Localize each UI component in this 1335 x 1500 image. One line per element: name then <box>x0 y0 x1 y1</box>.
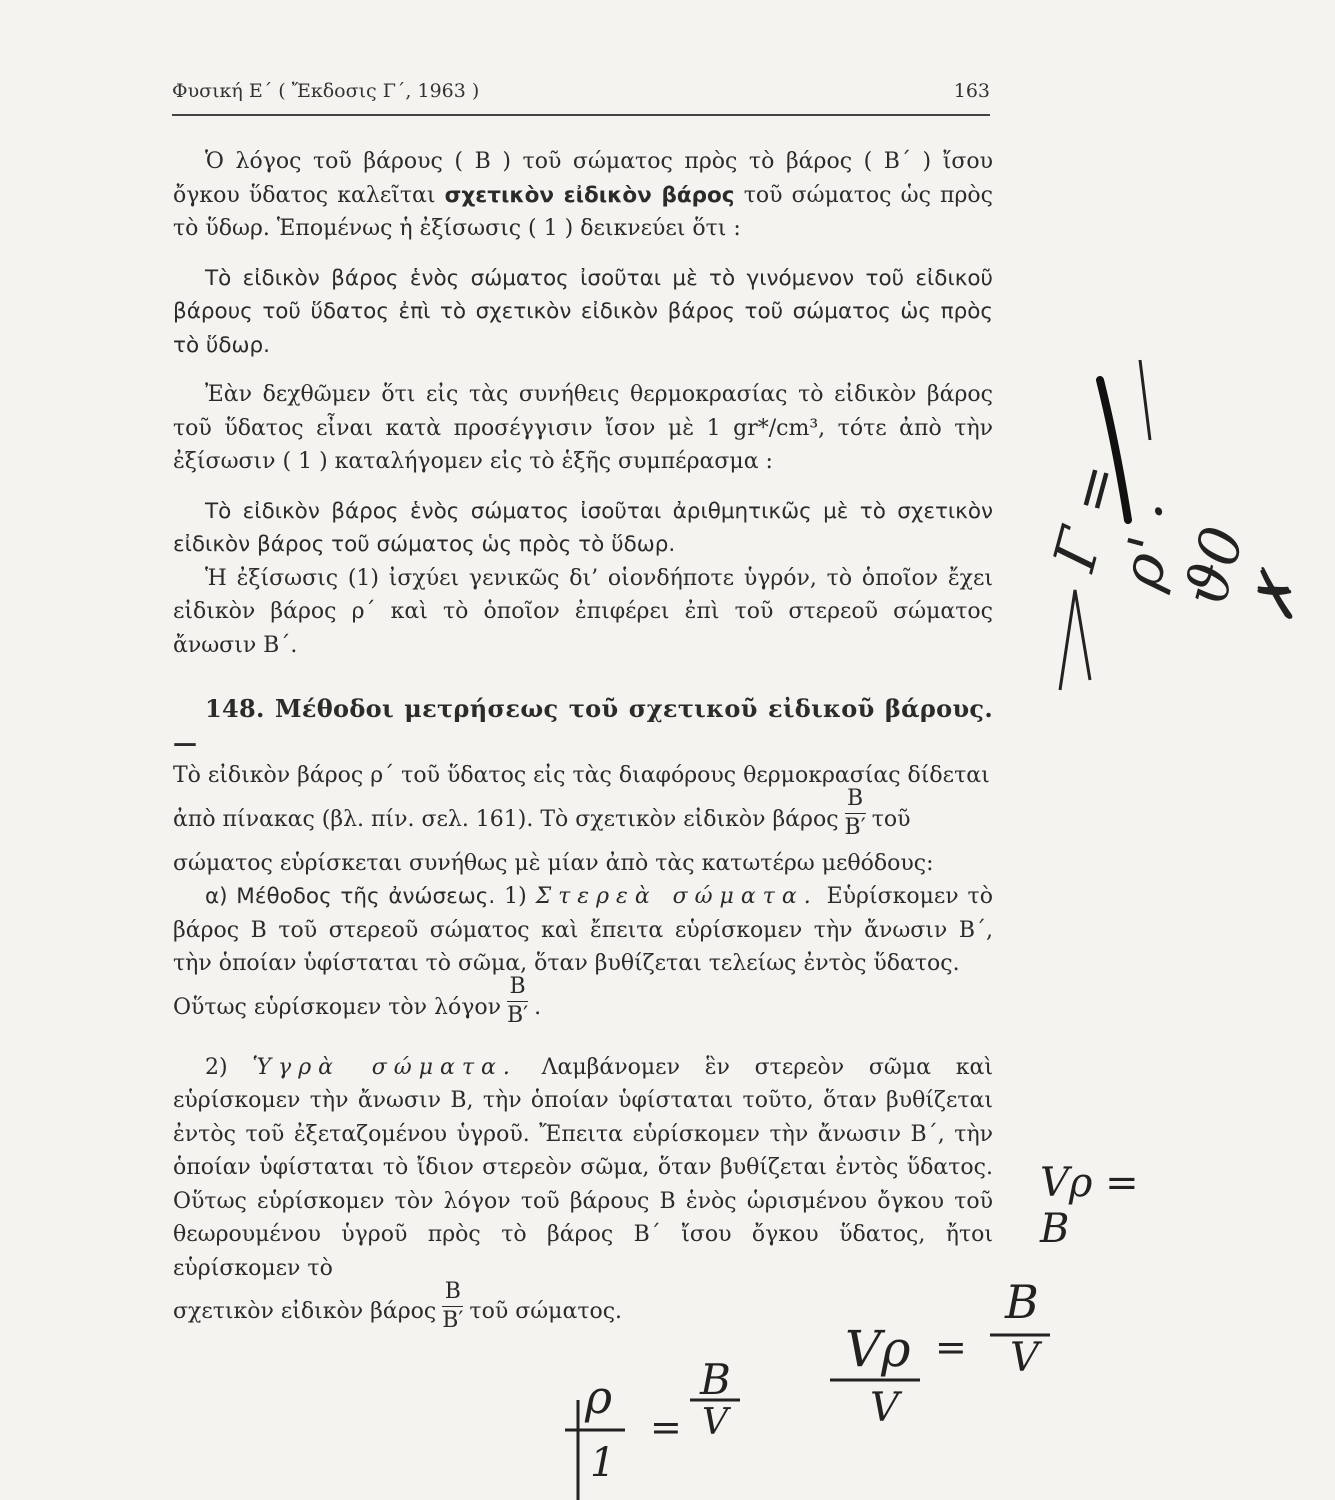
spaced-term: Ὑγρὰ σώματα. <box>252 1054 517 1080</box>
handwritten-b-2: B <box>1005 1275 1039 1329</box>
fraction-numerator: B <box>507 976 528 1002</box>
text-span: σχετικὸν εἰδικὸν βάρος <box>173 1299 437 1324</box>
text-span: Εὑρίσκομεν τὸ βάρος Β τοῦ στερεοῦ σώματος καὶ ἔπειτα εὑρίσκομεν τὴν ἄνωσιν Β΄, τὴν ὁποίαν ὑφίσταται τὸ σῶμα, ὅταν βυθίζεται τελείως ἐντὸς ὕδατος. <box>173 884 993 976</box>
spaced-term: Στερεὰ σώματα. <box>535 884 818 909</box>
margin-handwritten-formula: Γ = ρ' · ϑ0 ✗ <box>1040 456 1316 631</box>
text-span: Οὕτως εὑρίσκομεν τὸν λόγον <box>173 994 501 1020</box>
fraction-denominator: B′ <box>442 1307 464 1333</box>
handwritten-v: V <box>702 1402 728 1443</box>
bold-term: σχετικὸν εἰδικὸν βάρος <box>444 182 735 208</box>
text-span: τοῦ <box>871 806 911 832</box>
fraction-numerator: B <box>845 788 866 814</box>
fraction-numerator: B <box>442 1281 463 1307</box>
handwritten-v-2: V <box>1010 1335 1039 1381</box>
fraction-denominator: B′ <box>844 815 866 840</box>
running-title: Φυσική Ε΄ ( Ἔκδοσις Γ΄, 1963 ) <box>172 80 480 102</box>
paragraph-statement-1: Τὸ εἰδικὸν βάρος ἑνὸς σώματος ἰσοῦται μὲ τὸ γινόμενον τοῦ εἰδικοῦ βάρους τοῦ ὕδατος ἐπὶ τὸ σχετικὸν εἰδικὸν βάρος τοῦ σώματος ὡς πρὸς τὸ ὕδωρ. <box>173 265 993 358</box>
text-span: τοῦ σώματος ὡς πρὸς τὸ ὕδωρ. Ἑπομένως ἡ ἐξίσωσις ( 1 ) δεικνεύει ὅτι : <box>173 182 993 241</box>
text-span: ἀπὸ πίνακας (βλ. πίν. σελ. 161). Τὸ σχετικὸν εἰδικὸν βάρος <box>173 806 839 832</box>
paragraph-assumption: Ἐὰν δεχθῶμεν ὅτι εἰς τὰς συνήθεις θερμοκρασίας τὸ εἰδικὸν βάρος τοῦ ὕδατος εἶναι κατὰ προσέγγισιν ἴσον μὲ 1 gr*/cm³, τότε ἀπὸ τὴν ἐξίσωσιν ( 1 ) καταλήγομεν εἰς τὸ ἑξῆς συμπέρασμα : <box>173 382 993 474</box>
handwritten-v-den: V <box>870 1385 899 1431</box>
fraction-denominator: B′ <box>506 1003 529 1028</box>
text-span: τοῦ σώματος. <box>469 1299 623 1324</box>
text-span: . <box>534 994 542 1020</box>
handwritten-one: 1 <box>590 1440 616 1486</box>
paragraph-general: Ἡ ἐξίσωσις (1) ἰσχύει γενικῶς δι’ οἱονδήποτε ὑγρόν, τὸ ὁποῖον ἔχει εἰδικὸν βάρος ρ΄ καὶ τὸ ὁποῖον ἐπιφέρει ἐπὶ τοῦ στερεοῦ σώματος ἄνωσιν Β΄. <box>173 565 993 658</box>
section-heading: 148. Μέθοδοι μετρήσεως τοῦ σχετικοῦ εἰδικοῦ βάρους.— <box>173 694 993 757</box>
page-number: 163 <box>953 80 990 102</box>
paragraph-methods-c: σώματος εὑρίσκεται συνήθως μὲ μίαν ἀπὸ τὰς κατωτέρω μεθόδους: <box>173 850 934 876</box>
handwritten-rho: ρ <box>585 1370 613 1424</box>
text-span: 1) <box>495 884 536 909</box>
paragraph-methods-a: Τὸ εἰδικὸν βάρος ρ΄ τοῦ ὕδατος εἰς τὰς διαφόρους θερμοκρασίας δίδεται <box>173 763 990 788</box>
margin-handwritten-vrho: Vρ = B <box>1040 1160 1139 1252</box>
handwritten-vrho-num: Vρ <box>845 1320 911 1378</box>
handwritten-equals: = <box>650 1405 682 1449</box>
handwritten-equals-2: = <box>935 1325 967 1369</box>
paragraph-statement-2: Τὸ εἰδικὸν βάρος ἑνὸς σώματος ἰσοῦται ἀριθμητικῶς μὲ τὸ σχετικὸν εἰδικὸν βάρος τοῦ σώματος ὡς πρὸς τὸ ὕδωρ. <box>173 498 993 557</box>
text-span: Ὁ λόγος τοῦ βάρους ( Β ) τοῦ σώματος πρὸς τὸ βάρος ( Β΄ ) ἴσου ὄγκου ὕδατος καλεῖται <box>173 149 993 208</box>
method-label: α) Μέθοδος τῆς ἀνώσεως. <box>205 884 496 909</box>
text-span: 2) <box>205 1054 253 1080</box>
handwritten-b: B <box>700 1355 731 1404</box>
text-span: Λαμβάνομεν ἓν στερεὸν σῶμα καὶ εὑρίσκομεν τὴν ἄνωσιν Β, τὴν ὁποίαν ὑφίσταται τοῦτο, ὅταν βυθίζεται ἐντὸς τοῦ ἐξεταζομένου ὑγροῦ. Ἔπειτα εὑρίσκομεν τὴν ἄνωσιν Β΄, τὴν ὁποίαν ὑφίσταται τὸ ἴδιον στερεὸν σῶμα, ὅταν βυθίζεται ἐντὸς ὕδατος. Οὕτως εὑρίσκομεν τὸν λόγον τοῦ βάρους Β ἑνὸς ὡρισμένου ὄγκου τοῦ θεωρουμένου ὑγροῦ πρὸς τὸ βάρος Β΄ ἴσου ὄγκου ὕδατος, ἤτοι εὑρίσκομεν τὸ <box>173 1054 994 1281</box>
